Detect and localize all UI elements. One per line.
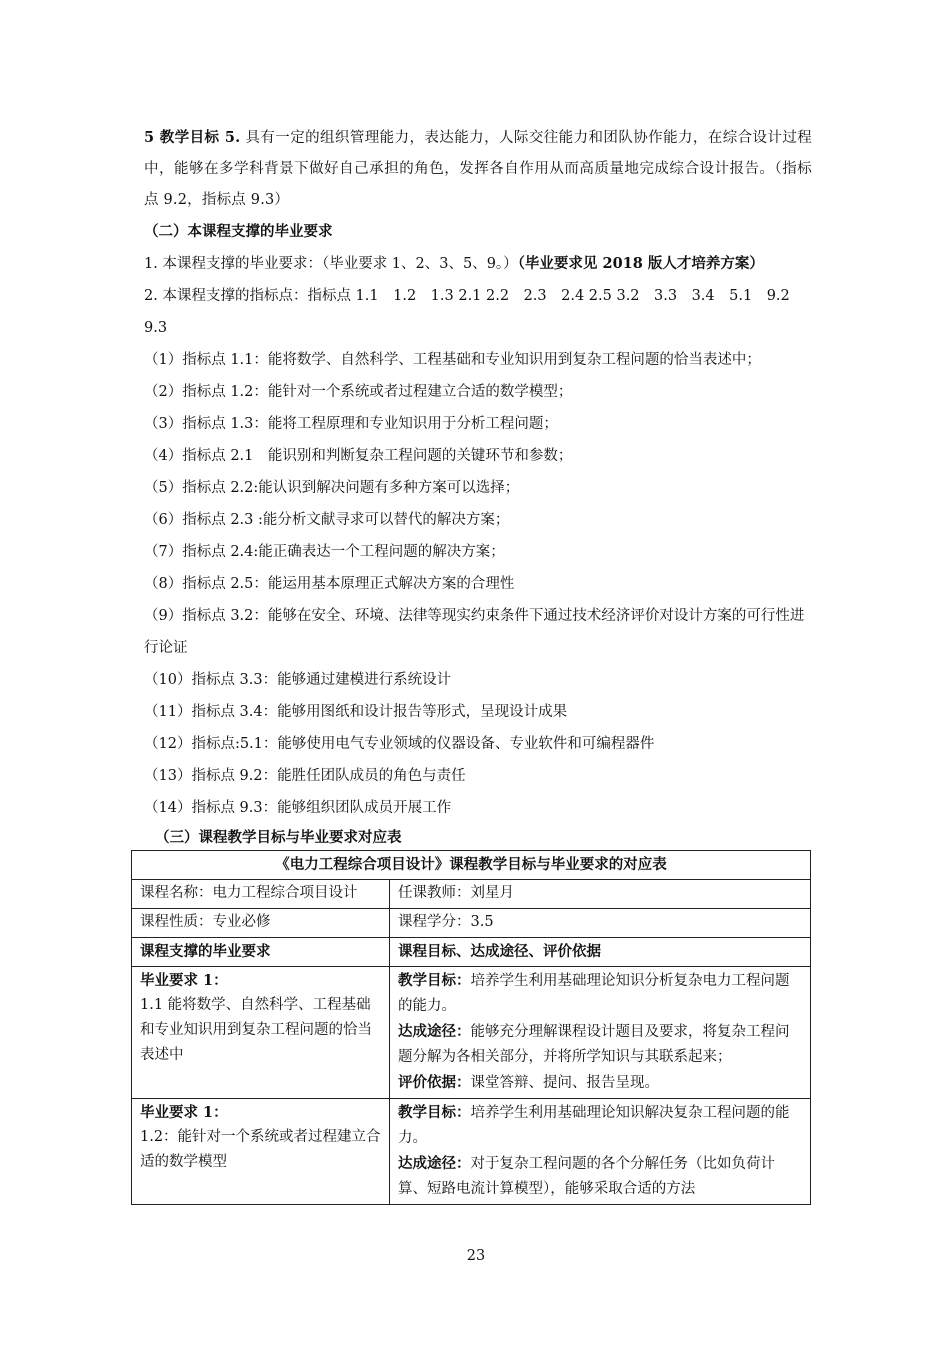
indicator-point: （1）指标点 1.1：能将数学、自然科学、工程基础和专业知识用到复杂工程问题的恰当表述中； — [144, 352, 761, 368]
indicator-point: （6）指标点 2.3 :能分析文献寻求可以替代的解决方案； — [144, 512, 510, 528]
requirement-text: 1.2：能针对一个系统或者过程建立合适的数学模型 — [140, 1129, 381, 1170]
indicator-point: （12）指标点:5.1：能够使用电气专业领域的仪器设备、专业软件和可编程器件 — [144, 736, 655, 752]
goal-line — [398, 1100, 802, 1151]
indicator-point: （8）指标点 2.5：能运用基本原理正式解决方案的合理性 — [144, 576, 515, 592]
table-header-row — [132, 938, 811, 967]
table-row — [132, 880, 811, 909]
indicator-point: （7）指标点 2.4:能正确表达一个工程问题的解决方案； — [144, 544, 505, 560]
goal5-lead: 5 教学目标 5. — [144, 129, 241, 146]
teaching-goal-5 — [144, 122, 812, 216]
indicator-point: （11）指标点 3.4：能够用图纸和设计报告等形式，呈现设计成果 — [144, 704, 568, 720]
indicator-point: （4）指标点 2.1 能识别和判断复杂工程问题的关键环节和参数； — [144, 448, 573, 464]
indicator-point: （10）指标点 3.3：能够通过建模进行系统设计 — [144, 672, 452, 688]
eval-label: 评价依据： — [398, 1074, 471, 1091]
header-right: 课程目标、达成途径、评价依据 — [390, 938, 811, 967]
table-title-row — [132, 851, 811, 880]
path-line — [398, 1151, 802, 1202]
goal5-text: 具有一定的组织管理能力，表达能力，人际交往能力和团队协作能力，在综合设计过程中，能够在多学科背景下做好自己承担的角色，发挥各自作用从而高质量地完成综合设计报告。（指标点 9.2，指标点 9.3） — [144, 130, 813, 208]
goal-text: 培养学生利用基础理论知识解决复杂工程问题的能力。 — [398, 1105, 790, 1146]
table-row — [132, 909, 811, 938]
goal-cell — [390, 967, 811, 1099]
indicator-point: （3）指标点 1.3：能将工程原理和专业知识用于分析工程问题； — [144, 416, 558, 432]
goal-line — [398, 968, 802, 1019]
section2-item2: 2. 本课程支撑的指标点：指标点 1.1 1.2 1.3 2.1 2.2 2.3 2.4 2.5 3.2 3.3 3.4 5.1 9.2 9.3 — [144, 288, 790, 336]
item1-text: 1. 本课程支撑的毕业要求：（毕业要求 1、2、3、5、9。） — [144, 256, 518, 272]
header-left: 课程支撑的毕业要求 — [132, 938, 390, 967]
indicator-point: （2）指标点 1.2：能针对一个系统或者过程建立合适的数学模型； — [144, 384, 573, 400]
course-name-cell: 课程名称：电力工程综合项目设计 — [132, 880, 390, 909]
goal-requirement-table — [131, 850, 811, 1205]
indicator-point: （5）指标点 2.2:能认识到解决问题有多种方案可以选择； — [144, 480, 520, 496]
path-text: 能够充分理解课程设计题目及要求，将复杂工程问题分解为各相关部分，并将所学知识与其联系起来； — [398, 1024, 790, 1065]
body-text — [144, 122, 812, 824]
goal-label: 教学目标： — [398, 972, 471, 989]
indicator-point: （9）指标点 3.2：能够在安全、环境、法律等现实约束条件下通过技术经济评价对设计方案的可行性进行论证 — [144, 608, 805, 656]
teacher-cell: 任课教师：刘星月 — [390, 880, 811, 909]
eval-line — [398, 1070, 802, 1096]
table-row — [132, 967, 811, 1099]
goal-label: 教学目标： — [398, 1104, 471, 1121]
section3-heading: （三）课程教学目标与毕业要求对应表 — [155, 829, 402, 846]
section2-item1 — [144, 248, 812, 280]
requirement-title: 毕业要求 1： — [140, 1104, 228, 1121]
indicator-point: （13）指标点 9.2：能胜任团队成员的角色与责任 — [144, 768, 466, 784]
requirement-text: 1.1 能将数学、自然科学、工程基础和专业知识用到复杂工程问题的恰当表述中 — [140, 997, 372, 1063]
item1-bold: （毕业要求见 2018 版人才培养方案） — [517, 255, 764, 272]
page-number: 23 — [466, 1248, 486, 1264]
path-label: 达成途径： — [398, 1023, 471, 1040]
credits-cell: 课程学分：3.5 — [390, 909, 811, 938]
requirement-title: 毕业要求 1： — [140, 972, 228, 989]
requirement-cell — [132, 967, 390, 1099]
course-type-cell: 课程性质：专业必修 — [132, 909, 390, 938]
table-row — [132, 1099, 811, 1205]
path-label: 达成途径： — [398, 1155, 471, 1172]
path-line — [398, 1019, 802, 1070]
section2-heading: （二）本课程支撑的毕业要求 — [144, 223, 333, 240]
indicator-point: （14）指标点 9.3：能够组织团队成员开展工作 — [144, 800, 452, 816]
path-text: 对于复杂工程问题的各个分解任务（比如负荷计算、短路电流计算模型），能够采取合适的方法 — [398, 1156, 775, 1197]
eval-text: 课堂答辩、提问、报告呈现。 — [470, 1075, 659, 1091]
table-title: 《电力工程综合项目设计》课程教学目标与毕业要求的对应表 — [132, 851, 811, 880]
goal-cell — [390, 1099, 811, 1205]
requirement-cell — [132, 1099, 390, 1205]
goal-text: 培养学生利用基础理论知识分析复杂电力工程问题的能力。 — [398, 973, 790, 1014]
